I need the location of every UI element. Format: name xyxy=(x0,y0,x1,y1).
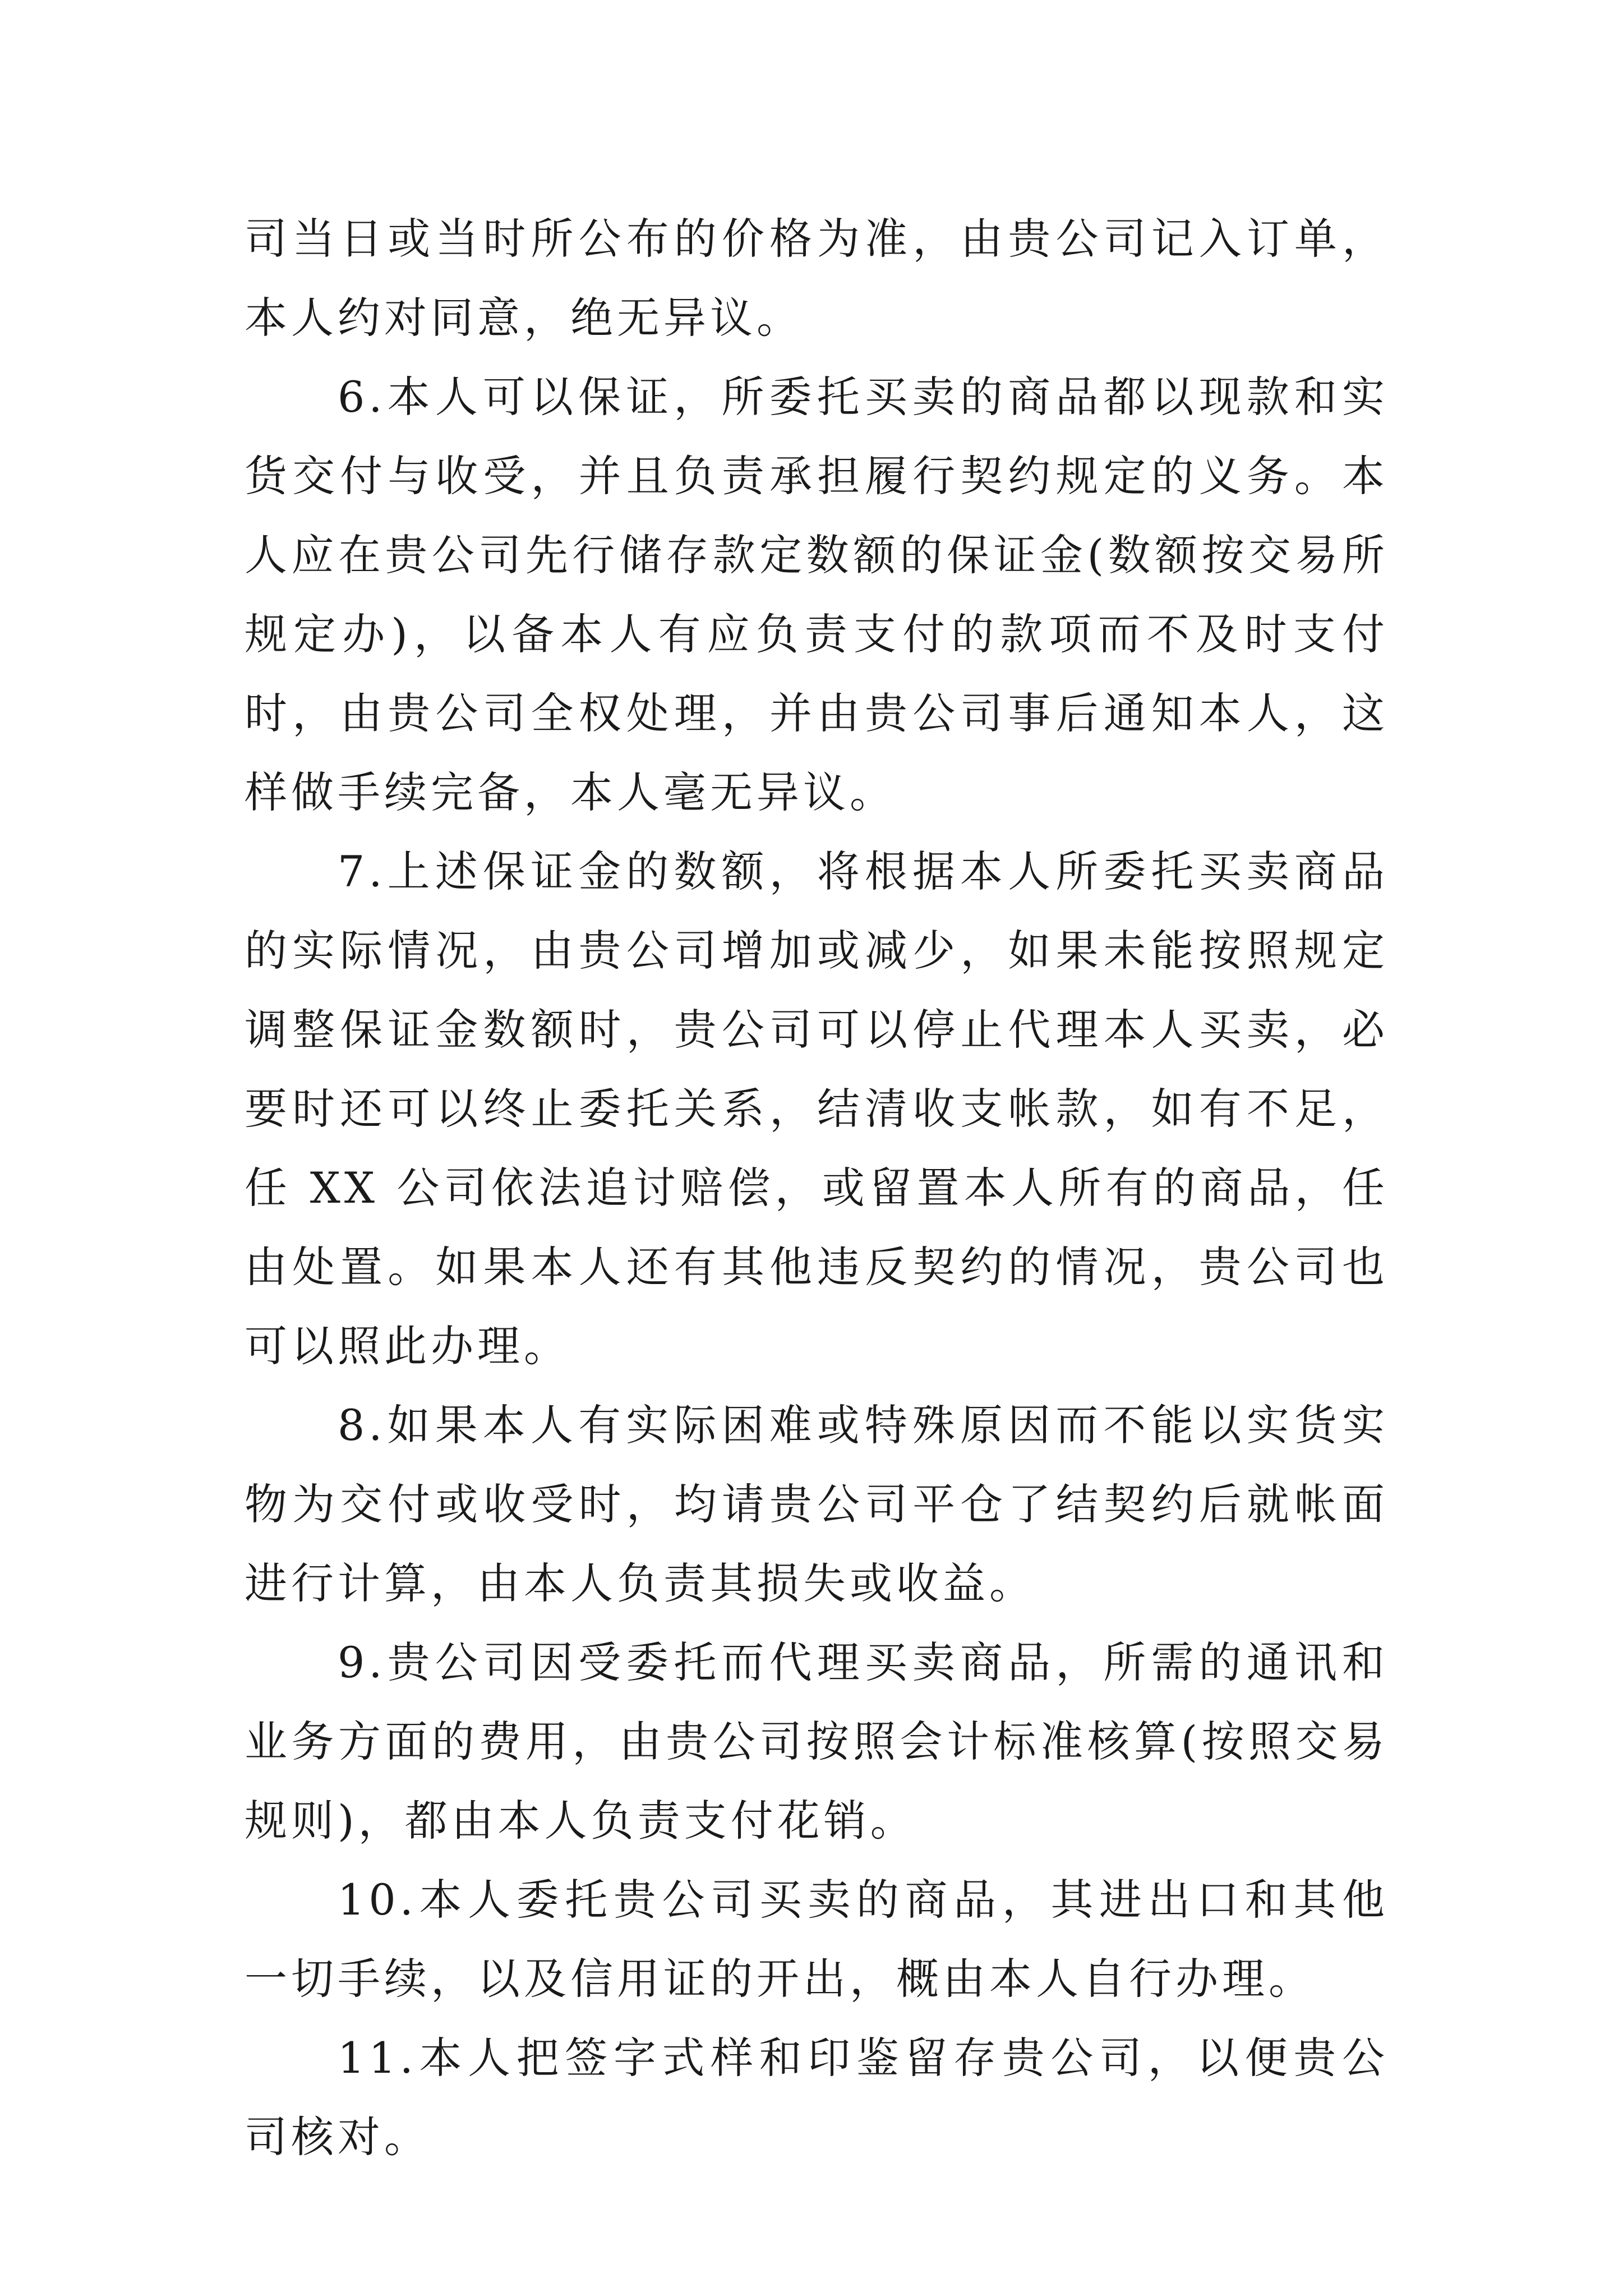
paragraph-clause-8: 8.如果本人有实际困难或特殊原因而不能以实货实物为交付或收受时，均请贵公司平仓了结契约后就帐面进行计算，由本人负责其损失或收益。 xyxy=(245,1400,1389,1608)
paragraph-clause-6: 6.本人可以保证，所委托买卖的商品都以现款和实货交付与收受，并且负责承担履行契约规定的义务。本人应在贵公司先行储存款定数额的保证金(数额按交易所规定办)，以备本人有应负责支付的款项而不及时支付时，由贵公司全权处理，并由贵公司事后通知本人，这样做手续完备，本人毫无异议。 xyxy=(245,372,1389,817)
paragraph-clause-7: 7.上述保证金的数额，将根据本人所委托买卖商品的实际情况，由贵公司增加或减少，如果未能按照规定调整保证金数额时，贵公司可以停止代理本人买卖，必要时还可以终止委托关系，结清收支帐款，如有不足，任 XX 公司依法追讨赔偿，或留置本人所有的商品，任由处置。如果本人还有其他违反契约的情况，贵公司也可以照此办理。 xyxy=(245,846,1389,1371)
document-body xyxy=(245,199,1389,2177)
paragraph-continuation: 司当日或当时所公布的价格为准，由贵公司记入订单，本人约对同意，绝无异议。 xyxy=(245,214,1389,343)
paragraph-clause-10: 10.本人委托贵公司买卖的商品，其进出口和其他一切手续，以及信用证的开出，概由本人自行办理。 xyxy=(245,1875,1389,2004)
paragraph-clause-9: 9.贵公司因受委托而代理买卖商品，所需的通讯和业务方面的费用，由贵公司按照会计标准核算(按照交易规则)，都由本人负责支付花销。 xyxy=(245,1637,1389,1846)
paragraph-clause-11: 11.本人把签字式样和印鉴留存贵公司，以便贵公司核对。 xyxy=(245,2033,1389,2162)
